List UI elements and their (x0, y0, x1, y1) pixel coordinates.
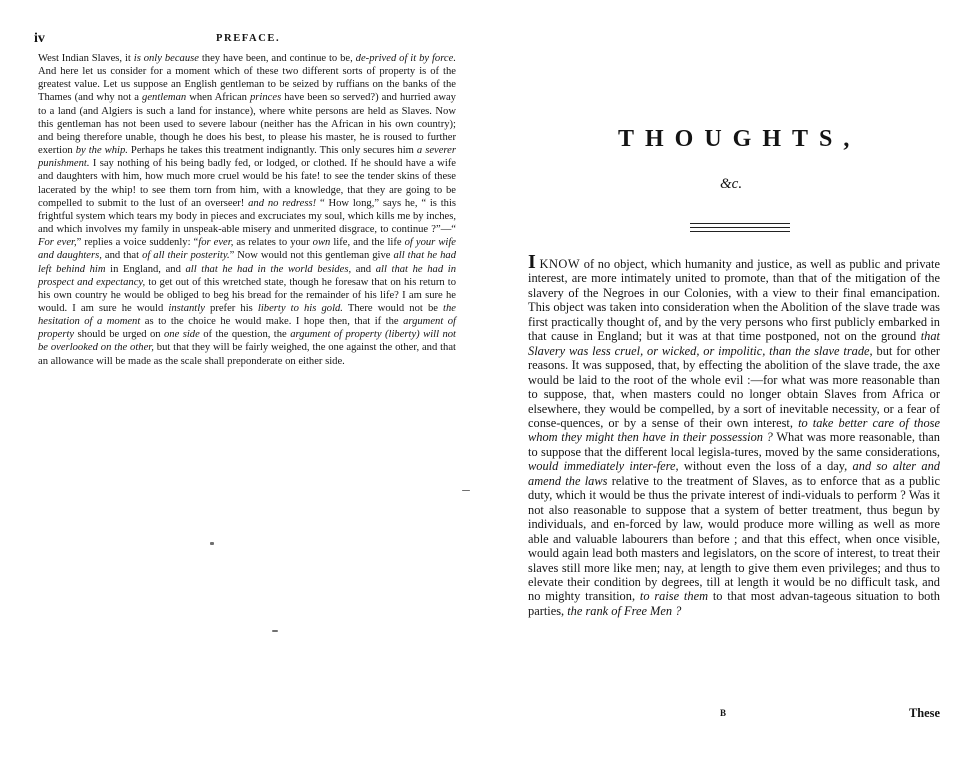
preface-segment: de-prived of it by force. (355, 53, 456, 64)
preface-segment: liberty to his gold. (257, 302, 343, 314)
preface-segment: when African (186, 92, 250, 104)
body-text (528, 251, 941, 618)
preface-segment: And here let us consider for a moment which of these two different sorts of property is of the greatest value. Let us suppose an English gentleman to be seized by ruffians on the banks of the Thames (and why not a (38, 66, 456, 104)
preface-segment: of your wife and daughters, (38, 237, 456, 262)
body-segment: and so alter and amend the laws (528, 459, 940, 488)
opening-word: KNOW (539, 257, 581, 271)
preface-segment: but that they will be fairly weighed, the one against the other, and that an allowance will be made as the scale shall preponderate on either side. (38, 342, 457, 367)
preface-segment: ” Now would not this gentleman give (229, 250, 394, 262)
preface-segment: and no redress! (248, 197, 317, 209)
body-segment: without even the loss of a day, (678, 459, 853, 474)
body-segment: that Slavery was less cruel, or wicked, or impolitic, than the slave trade, (528, 329, 940, 358)
preface-segment: all that he had left behind him (38, 250, 457, 275)
preface-segment: a severer punishment. (38, 145, 456, 170)
body-segment: the rank of Free Men ? (567, 603, 682, 618)
preface-segment: and that (101, 250, 143, 262)
preface-segment: is only because (133, 53, 199, 64)
preface-segment: have been so served?) and hurried away to a land (and Algiers is such a land for instance), where white persons are held as Slaves. Now this gentleman has not been used to severe labour (neither has the African in his own country); and being therefore unable, though he does his best, to please his master, he is roused to further exertion (38, 92, 456, 157)
page-number: iv (34, 31, 45, 46)
body-text-rest (528, 257, 940, 618)
body-segment: would immediately inter-fere, (528, 459, 679, 474)
preface-segment: I say nothing of his being badly fed, or lodged, or clothed. If he should have a wife and daughters with him, how much more cruel would be his fate! to see the tender skins of these lacerated by the whip! to see them torn from him, with a knowledge, that they are going to be compelled to submit to the lust of an overseer! (38, 158, 456, 209)
body-segment: of no object, which humanity and justice, as well as public and private interest, are more intimately united to promote, than that of the mitigation of the slavery of the Negroes in our Colonies, with a view to their final emancipation. This object was taken into consideration when the Abolition of the slave trade was first practically thought of, and by the very persons who first publicly embarked in that cause in England; but it was at that time postponed, not on the ground (528, 257, 940, 344)
preface-segment: “ How long,” says he, “ is this frightful system which tears my body in pieces and excruciates my soul, which kills me by inches, and which involves my family in unspeak-able misery and unmerited disgrace, to continue ?”—“ (38, 197, 457, 236)
running-head (34, 31, 474, 49)
preface-segment: as to the choice he would make. I hope then, that if the (140, 316, 404, 328)
preface-segment: one side (164, 329, 200, 341)
preface-segment: they have been, and continue to be, (198, 53, 356, 64)
print-speck (272, 630, 278, 632)
preface-segment: instantly (168, 302, 205, 314)
preface-segment: and (351, 263, 376, 275)
drop-initial: I (528, 251, 536, 273)
preface-segment: of the question, the (199, 329, 291, 341)
ornamental-rule (690, 231, 790, 232)
preface-segment: to get out of this wretched state, though he foresaw that on his return to his own country he would be obliged to beg his bread for the remainder of his life? I am sure he would. I am sure he would (38, 276, 457, 314)
print-speck (462, 490, 470, 491)
print-speck (210, 542, 214, 545)
preface-segment: for ever, (198, 237, 234, 249)
preface-segment: all that he had in the world besides, (185, 263, 352, 275)
preface-segment: of all their posterity. (142, 250, 230, 262)
chapter-title: THOUGHTS, (618, 126, 861, 152)
preface-segment: life, and the life (330, 237, 405, 249)
body-segment: to that most advan-tageous situation to both parties, (528, 589, 941, 618)
preface-segment: in England, and (105, 263, 186, 275)
preface-segment: as relates to your (233, 237, 313, 249)
preface-segment: by the whip. (75, 145, 128, 157)
preface-segment: all that he had in prospect and expectancy, (38, 263, 457, 288)
chapter-subtitle: &c. (720, 176, 743, 192)
body-segment: but for other reasons. It was supposed, that, by effecting the abolition of the slave trade, the axe would be laid to the root of the whole evil :—for what was more reasonable than to suppose, that, when masters could no longer obtain Slaves from Africa or elsewhere, they would be compelled, by a sort of inevitable necessity, or a fear of conse-quences, or by a sense of their own interest, (528, 343, 940, 430)
preface-segment: Perhaps he takes this treatment indignantly. This only secures him (127, 145, 417, 157)
body-segment: to raise them (639, 589, 709, 604)
preface-segment: There would not be (342, 302, 444, 314)
ornamental-rule (690, 227, 790, 228)
preface-segment: gentleman (142, 92, 187, 104)
signature-mark: B (720, 708, 727, 718)
body-segment: to take better care of those whom they might then have in their possession ? (528, 415, 940, 445)
catchword: These (909, 706, 940, 720)
preface-segment: should be urged on (74, 329, 164, 341)
page-footer (528, 706, 940, 722)
preface-segment: argument of property (38, 316, 456, 341)
preface-segment: West Indian Slaves, it (38, 53, 134, 64)
body-segment: What was more reasonable, than to suppose that the different local legisla-tures, moved by the same considerations, (528, 430, 940, 459)
running-title: PREFACE. (216, 33, 281, 44)
preface-segment: For ever, (38, 237, 77, 249)
preface-segment: argument of property (liberty) will not be overlooked on the other, (38, 329, 456, 354)
preface-text (38, 52, 456, 368)
body-segment: relative to the treatment of Slaves, as to enforce that as a public duty, which it would be thus the private interest of indi-viduals to perform ? Was it not also reasonable to suppose that a system of better treatment, thus begun by individuals, and en-forced by law, would produce more willing as well as more able and valuable labourers than before ; and that this effect, when once visible, would again lead both masters and legislators, on the score of interest, to treat their slaves still more like men; nay, at length to give them even privileges; and thus to elevate their condition by degrees, till at length it would be no difficult task, and no mighty transition, (528, 473, 940, 604)
right-page (490, 0, 980, 758)
preface-segment: ” replies a voice suddenly: “ (76, 237, 199, 249)
preface-segment: prefer his (204, 302, 258, 314)
preface-segment: princes (250, 92, 282, 104)
preface-segment: own (312, 237, 331, 249)
ornamental-rule (690, 223, 790, 224)
preface-segment: the hesitation of a moment (38, 302, 456, 328)
